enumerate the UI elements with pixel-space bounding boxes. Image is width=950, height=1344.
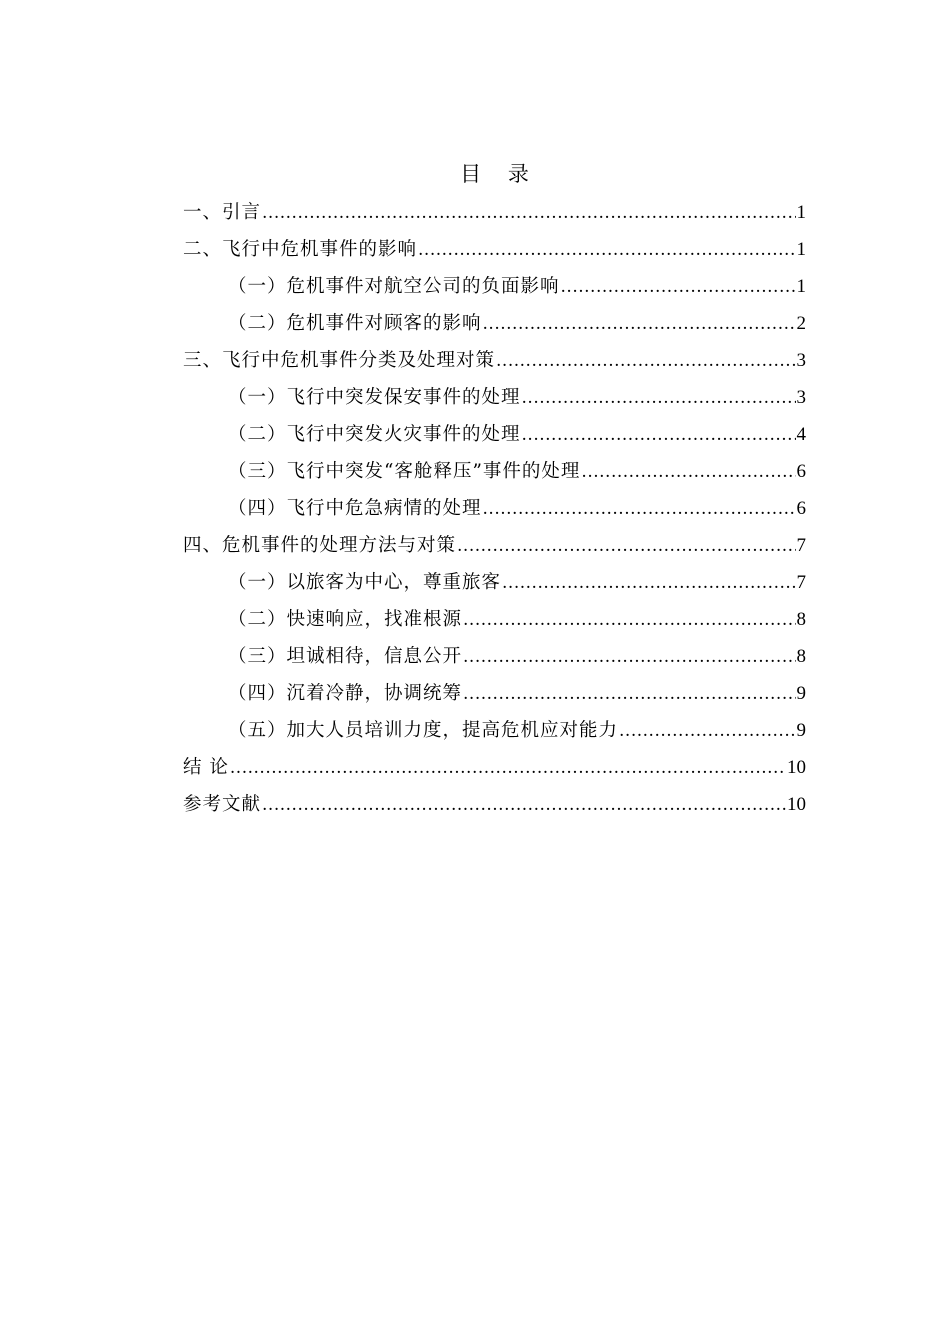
toc-dot-leader (483, 306, 796, 343)
toc-title: 目 录 (460, 162, 539, 186)
toc-entry[interactable] (183, 749, 806, 786)
toc-dot-leader (561, 269, 796, 306)
toc-dot-leader (463, 639, 795, 676)
toc-entry-page: 6 (796, 498, 806, 519)
toc-entry-label: （一）危机事件对航空公司的负面影响 (228, 276, 560, 297)
toc-dot-leader (262, 195, 795, 232)
toc-dot-leader (457, 528, 795, 565)
toc-entry[interactable] (183, 453, 806, 490)
toc-entry-label: （四）沉着冷静，协调统筹 (228, 683, 463, 704)
toc-entry[interactable] (183, 638, 806, 675)
toc-entry[interactable] (183, 564, 806, 601)
toc-entry-page: 1 (796, 239, 806, 260)
toc-entry-label: （三）飞行中突发“客舱释压”事件的处理 (228, 461, 581, 482)
toc-dot-leader (262, 787, 786, 824)
toc-dot-leader (418, 232, 795, 269)
toc-entry-label: 参考文献 (183, 794, 262, 815)
toc-entry-label: （一）以旅客为中心，尊重旅客 (228, 572, 502, 593)
toc-entry-label: （四）飞行中危急病情的处理 (228, 498, 482, 519)
toc-entry-page: 8 (796, 609, 806, 630)
toc-entry-page: 3 (796, 387, 806, 408)
toc-entry-label: 一、引言 (183, 202, 262, 223)
table-of-contents (183, 158, 806, 823)
toc-entry-page: 3 (796, 350, 806, 371)
toc-entry[interactable] (183, 490, 806, 527)
toc-entry-page: 2 (796, 313, 806, 334)
toc-dot-leader (463, 602, 795, 639)
toc-entry-label: （三）坦诚相待，信息公开 (228, 646, 463, 667)
toc-entry[interactable] (183, 379, 806, 416)
toc-entry-label: 三、飞行中危机事件分类及处理对策 (183, 350, 496, 371)
toc-entry[interactable] (183, 601, 806, 638)
toc-entry-page: 1 (796, 276, 806, 297)
toc-dot-leader (581, 454, 795, 491)
toc-dot-leader (522, 380, 796, 417)
toc-entry-page: 4 (796, 424, 806, 445)
toc-entry-page: 9 (796, 720, 806, 741)
toc-entry-label: （二）危机事件对顾客的影响 (228, 313, 482, 334)
toc-entry[interactable] (183, 194, 806, 231)
toc-entry[interactable] (183, 305, 806, 342)
toc-entry-page: 10 (787, 794, 806, 815)
toc-entry-label: （一）飞行中突发保安事件的处理 (228, 387, 521, 408)
toc-entry[interactable] (183, 231, 806, 268)
toc-entry-page: 9 (796, 683, 806, 704)
toc-entry[interactable] (183, 268, 806, 305)
toc-dot-leader (502, 565, 795, 602)
toc-entry[interactable] (183, 527, 806, 564)
toc-entry[interactable] (183, 712, 806, 749)
toc-dot-leader (496, 343, 795, 380)
toc-entry[interactable] (183, 675, 806, 712)
toc-entry-label: （五）加大人员培训力度，提高危机应对能力 (228, 720, 619, 741)
toc-entry-page: 7 (796, 572, 806, 593)
toc-entry-page: 6 (796, 461, 806, 482)
toc-dot-leader (619, 713, 795, 750)
toc-entry-page: 8 (796, 646, 806, 667)
toc-entry[interactable] (183, 416, 806, 453)
toc-entry-page: 10 (787, 757, 806, 778)
toc-entry-label: 二、飞行中危机事件的影响 (183, 239, 418, 260)
toc-dot-leader (522, 417, 796, 454)
toc-entry-label: （二）快速响应，找准根源 (228, 609, 463, 630)
toc-entry-label: （二）飞行中突发火灾事件的处理 (228, 424, 521, 445)
toc-entry[interactable] (183, 342, 806, 379)
toc-dot-leader (463, 676, 795, 713)
toc-entry-page: 1 (796, 202, 806, 223)
toc-entry-label: 结 论 (183, 757, 229, 778)
toc-entry-page: 7 (796, 535, 806, 556)
toc-dot-leader (483, 491, 796, 528)
toc-dot-leader (230, 750, 786, 787)
toc-list (183, 194, 806, 823)
toc-entry[interactable] (183, 786, 806, 823)
toc-entry-label: 四、危机事件的处理方法与对策 (183, 535, 457, 556)
